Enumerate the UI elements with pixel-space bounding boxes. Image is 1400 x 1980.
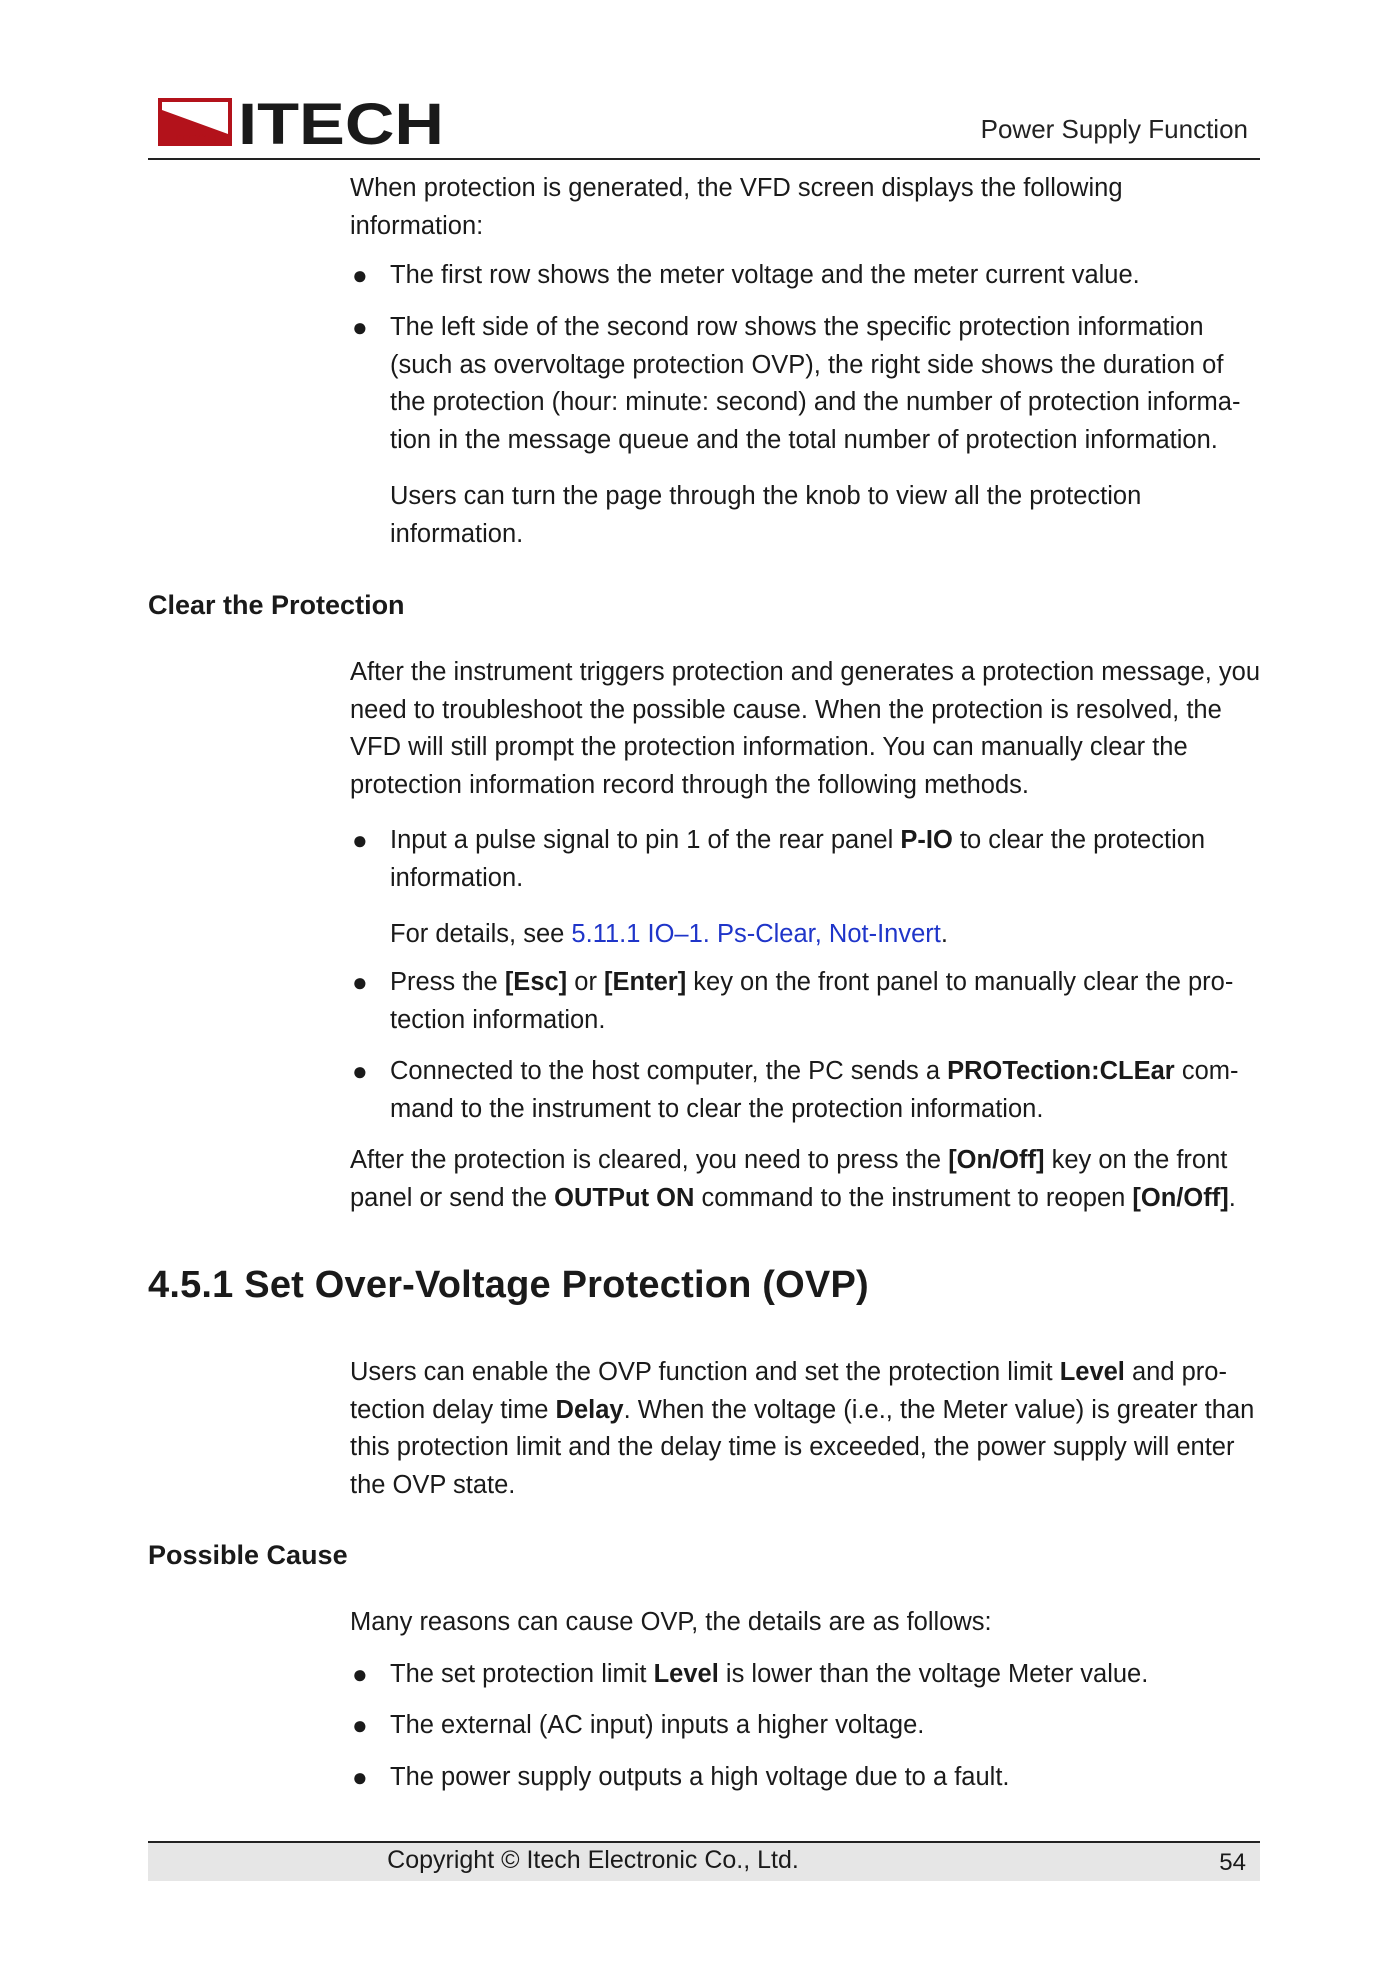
list-item-text: key on the front panel to manually clear the pro-tection information. — [390, 968, 1234, 1034]
list-item-text: The power supply outputs a high voltage due to a fault. — [390, 1763, 1010, 1791]
level-term: Level — [653, 1660, 719, 1688]
details-prefix: For details, see — [390, 920, 572, 948]
list-item — [350, 1707, 1260, 1745]
delay-term: Delay — [555, 1395, 624, 1424]
bullet-icon: ● — [352, 1710, 368, 1740]
bullet-icon: ● — [352, 967, 368, 997]
list-item-text: Press the — [390, 968, 505, 996]
cause-paragraph: Many reasons can cause OVP, the details are as follows: — [350, 1608, 992, 1636]
after-clear-paragraph — [350, 1142, 1260, 1217]
list-item-text: Input a pulse signal to pin 1 of the rear panel — [390, 826, 901, 854]
list-item — [350, 822, 1260, 897]
list-item-text: The external (AC input) inputs a higher voltage. — [390, 1711, 925, 1739]
text-run: command to the instrument to reopen — [694, 1183, 1133, 1212]
cross-reference-link[interactable]: 5.11.1 IO–1. Ps-Clear, Not-Invert — [571, 920, 941, 948]
list-item-text: Connected to the host computer, the PC sends a — [390, 1057, 948, 1085]
section-title: Power Supply Function — [980, 114, 1248, 144]
note-paragraph: Users can turn the page through the knob to view all the protection information. — [390, 482, 1142, 548]
text-run: . — [1228, 1183, 1236, 1212]
clear-paragraph: After the instrument triggers protection and generates a protection message, you need to troubleshoot the possible cause. When the protection is resolved, the VFD will still prompt the protection information. You can manually clear the protection information record through the following methods. — [350, 658, 1261, 799]
list-item — [350, 1053, 1260, 1128]
bullet-icon: ● — [352, 312, 368, 342]
section-heading: Clear the Protection — [148, 590, 405, 620]
list-item — [350, 1759, 1260, 1797]
list-item-text: The left side of the second row shows the specific protection information (such as overvoltage protection OVP), the right side shows the duration of the protection (hour: minute: second) and the number of protection informa-tion in the message queue and the total number of protection information. — [390, 313, 1241, 454]
bullet-icon: ● — [352, 825, 368, 855]
bullet-icon: ● — [352, 1056, 368, 1086]
list-item-text: com-mand to the instrument to clear the protection information. — [390, 1057, 1239, 1123]
text-run: Users can enable the OVP function and set the protection limit — [350, 1358, 1060, 1386]
on-off-key: [On/Off] — [1132, 1183, 1229, 1212]
text-run: and pro-tection delay time — [350, 1358, 1227, 1424]
list-item-text: is lower than the voltage Meter value. — [718, 1660, 1149, 1688]
bullet-icon: ● — [352, 1762, 368, 1792]
bullet-icon: ● — [352, 1659, 368, 1689]
copyright-text: Copyright © Itech Electronic Co., Ltd. — [387, 1846, 799, 1874]
page-footer — [148, 1841, 1260, 1881]
list-item — [350, 257, 1260, 295]
details-line — [390, 916, 1260, 954]
esc-key: [Esc] — [504, 968, 568, 996]
list-item — [350, 964, 1260, 1039]
list-item-bold: P-IO — [900, 826, 953, 854]
output-command: OUTPut ON — [554, 1183, 695, 1212]
intro-paragraph: When protection is generated, the VFD screen displays the following information: — [350, 174, 1123, 240]
chapter-heading: 4.5.1 Set Over-Voltage Protection (OVP) — [148, 1264, 869, 1306]
itech-logo — [158, 94, 448, 150]
text-run: key on the front panel or send the — [350, 1146, 1228, 1212]
level-term: Level — [1059, 1358, 1125, 1386]
list-item-text: or — [567, 968, 605, 996]
list-item-text: The set protection limit — [390, 1660, 654, 1688]
page-header — [148, 92, 1260, 160]
list-item — [350, 309, 1260, 459]
list-item — [350, 1656, 1260, 1694]
page-number: 54 — [1219, 1849, 1246, 1876]
list-item-text: to clear the protection information. — [390, 826, 1206, 892]
logo-wordmark: ITECH — [238, 94, 444, 150]
text-run: After the protection is cleared, you need to press the — [350, 1146, 949, 1174]
section-heading: Possible Cause — [148, 1540, 348, 1570]
list-item-text: The first row shows the meter voltage and the meter current value. — [390, 261, 1140, 289]
enter-key: [Enter] — [604, 968, 687, 996]
details-suffix: . — [940, 920, 948, 948]
text-run: . When the voltage (i.e., the Meter value) is greater than this protection limit and the delay time is exceeded, the power supply will enter the OVP state. — [350, 1395, 1255, 1499]
on-off-key: [On/Off] — [948, 1146, 1045, 1174]
bullet-icon: ● — [352, 260, 368, 290]
logo-badge-text: ITECH — [175, 131, 217, 147]
scpi-command: PROTection:CLEar — [947, 1057, 1175, 1085]
ovp-paragraph — [350, 1354, 1260, 1504]
